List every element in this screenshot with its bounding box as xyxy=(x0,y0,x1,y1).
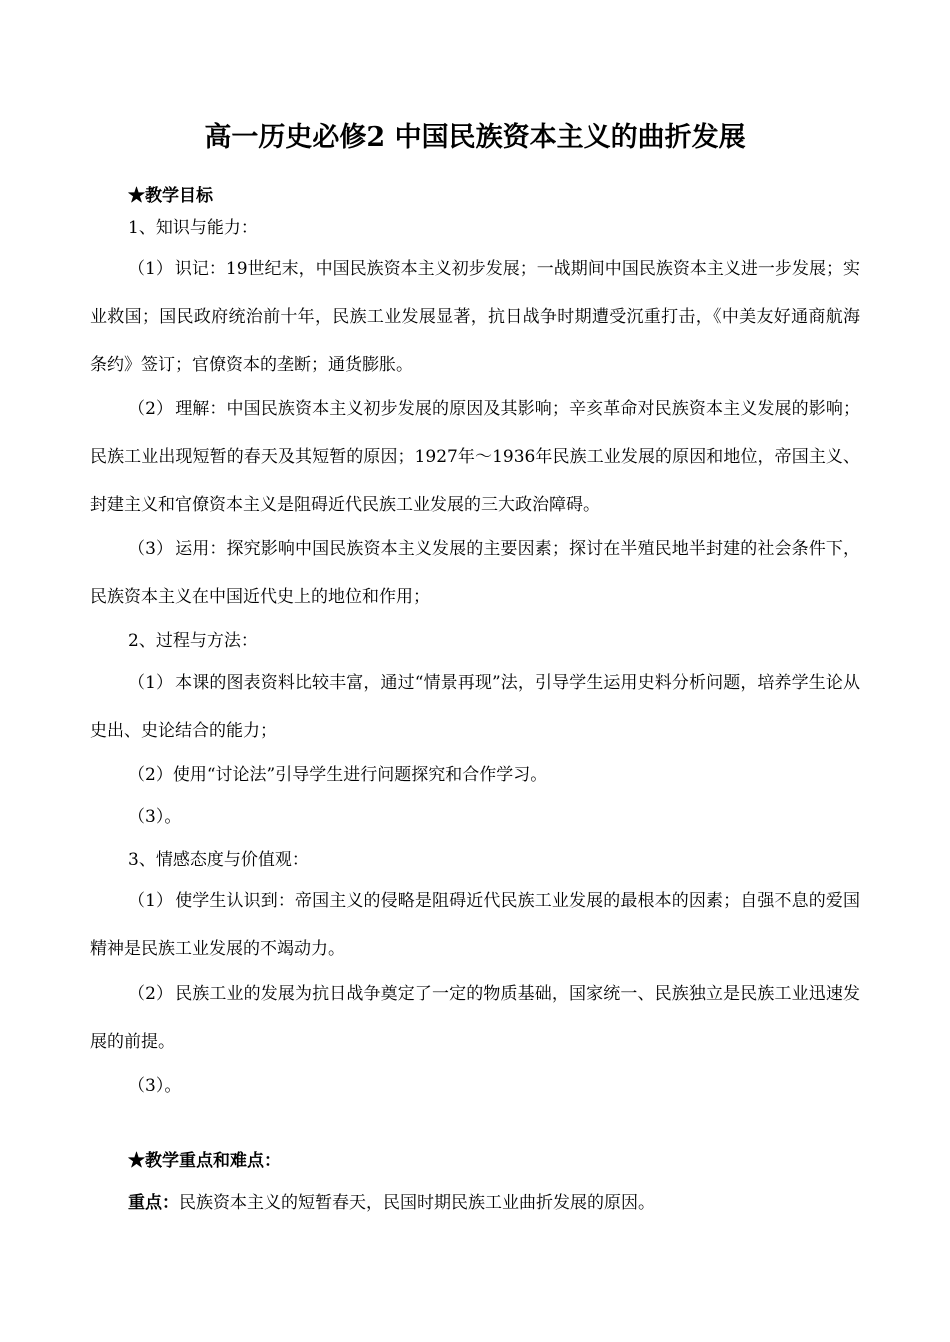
emotion-item-2 xyxy=(90,970,860,1066)
knowledge-item-2 xyxy=(90,385,860,529)
item-number: （1） xyxy=(128,891,174,911)
item-text: 识记：19世纪末，中国民族资本主义初步发展；一战期间中国民族资本主义进一步发展；实业救国；国民政府统治前十年，民族工业发展显著，抗日战争时期遭受沉重打击，《中美友好通商航海条约》签订；官僚资本的垄断；通货膨胀。 xyxy=(90,259,860,375)
item-number: （2） xyxy=(128,984,174,1004)
key-point-text: 民族资本主义的短暂春天，民国时期民族工业曲折发展的原因。 xyxy=(179,1193,655,1213)
document-title: 高一历史必修2 中国民族资本主义的曲折发展 xyxy=(204,122,746,153)
item-text: 使用“讨论法”引导学生进行问题探究和合作学习。 xyxy=(172,765,548,785)
item-number: （3） xyxy=(128,807,165,827)
item-text: 使学生认识到：帝国主义的侵略是阻碍近代民族工业发展的最根本的因素；自强不息的爱国精神是民族工业发展的不竭动力。 xyxy=(90,891,860,959)
item-number: （3） xyxy=(128,1076,165,1096)
item-number: （2） xyxy=(128,399,174,419)
item-text: 理解：中国民族资本主义初步发展的原因及其影响；辛亥革命对民族资本主义发展的影响；民族工业出现短暂的春天及其短暂的原因；1927年～1936年民族工业发展的原因和地位，帝国主义、封建主义和官僚资本主义是阻碍近代民族工业发展的三大政治障碍。 xyxy=(90,399,860,515)
subsection-process-label: 2、过程与方法： xyxy=(128,631,258,651)
key-point-line xyxy=(128,1191,655,1215)
item-text: 。 xyxy=(164,1076,182,1096)
section-heading-key-points: ★教学重点和难点： xyxy=(128,1151,281,1171)
section-heading-teaching-goals: ★教学目标 xyxy=(128,186,213,206)
key-point-label: 重点： xyxy=(128,1193,179,1213)
process-item-1 xyxy=(90,659,860,755)
process-item-3 xyxy=(128,805,181,829)
emotion-item-3 xyxy=(128,1074,181,1098)
knowledge-item-3 xyxy=(90,525,860,621)
process-item-2 xyxy=(128,763,547,787)
item-text: 。 xyxy=(164,807,182,827)
subsection-knowledge-label: 1、知识与能力： xyxy=(128,218,258,238)
item-number: （3） xyxy=(128,539,174,559)
item-text: 民族工业的发展为抗日战争奠定了一定的物质基础，国家统一、民族独立是民族工业迅速发展的前提。 xyxy=(90,984,860,1052)
emotion-item-1 xyxy=(90,877,860,973)
subsection-emotion-label: 3、情感态度与价值观： xyxy=(128,850,309,870)
item-number: （1） xyxy=(128,259,173,279)
item-text: 运用：探究影响中国民族资本主义发展的主要因素；探讨在半殖民地半封建的社会条件下，民族资本主义在中国近代史上的地位和作用； xyxy=(90,539,860,607)
knowledge-item-1 xyxy=(90,245,860,389)
item-text: 本课的图表资料比较丰富，通过“情景再现”法，引导学生运用史料分析问题，培养学生论从史出、史论结合的能力； xyxy=(90,673,860,741)
item-number: （1） xyxy=(128,673,174,693)
item-number: （2） xyxy=(128,765,173,785)
